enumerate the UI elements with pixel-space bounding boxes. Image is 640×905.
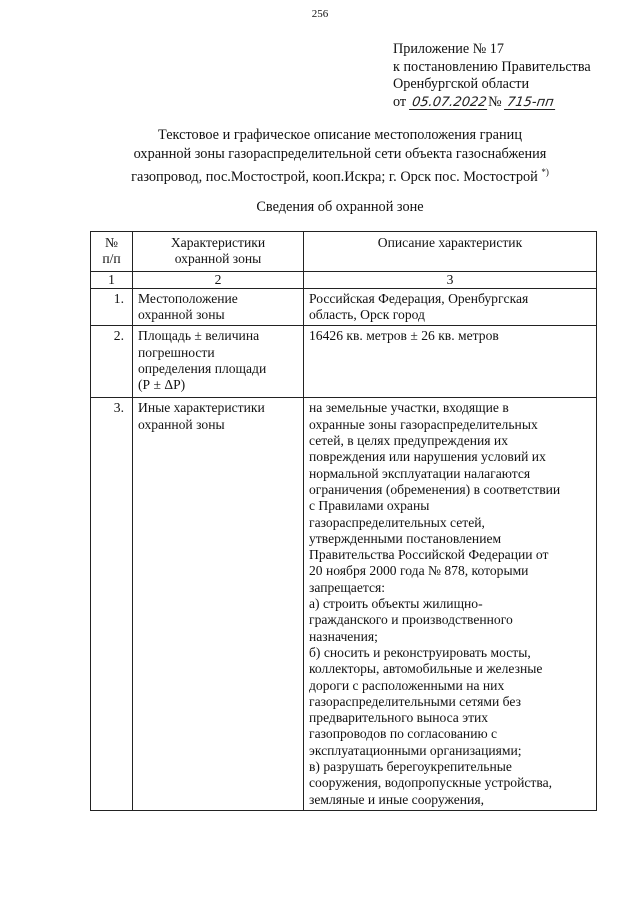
table-row xyxy=(91,326,597,398)
title-line-1: Текстовое и графическое описание местоположения границ xyxy=(158,127,522,143)
appendix-date: 05.07.2022 xyxy=(410,94,488,110)
index-cell: 1 xyxy=(91,271,133,288)
appendix-date-line xyxy=(393,94,591,112)
table-row xyxy=(91,398,597,810)
appendix-number: 715-пп xyxy=(506,94,555,110)
table-header-row xyxy=(91,232,597,272)
row-number: 1. xyxy=(91,288,133,326)
page-number: 256 xyxy=(311,8,329,20)
row-number: 3. xyxy=(91,398,133,810)
header-num: № п/п xyxy=(91,232,133,272)
row-characteristic: Площадь ± величина погрешности определения площади (Р ± ΔР) xyxy=(133,326,304,398)
appendix-block xyxy=(393,41,591,111)
row-description: Российская Федерация, Оренбургская область, Орск город xyxy=(304,288,597,326)
row-number: 2. xyxy=(91,326,133,398)
row-characteristic: Местоположение охранной зоны xyxy=(133,288,304,326)
zone-info-table xyxy=(90,231,597,811)
row-description: на земельные участки, входящие в охранные зоны газораспределительных сетей, в целях предупреждения их повреждения или нарушения условий их нормальной эксплуатации налагаются ограничения (обременения) в соответствии с Правилами охраны газораспределительных сетей, утвержденными постановлением Правительства Российской Федерации от 20 ноября 2000 года № 878, которыми запрещается: а) строить объекты жилищно- гражданского и производственного назначения; б) сносить и реконструировать мосты, коллекторы, автомобильные и железные дороги с расположенными на них газораспределительными сетями без предварительного выноса этих газопроводов по согласованию с эксплуатационными организациями; в) разрушать берегоукрепительные сооружения, водопропускные устройства, земляные и иные сооружения, xyxy=(304,398,597,810)
title-line-3 xyxy=(40,163,640,186)
title-line-2: охранной зоны газораспределительной сети объекта газоснабжения xyxy=(133,145,547,162)
header-characteristics: Характеристики охранной зоны xyxy=(133,232,304,272)
header-description: Описание характеристик xyxy=(304,232,597,272)
appendix-line-1: Приложение № 17 xyxy=(393,41,504,57)
appendix-date-prefix: от xyxy=(393,93,407,110)
document-title xyxy=(40,126,640,186)
footnote-mark: *) xyxy=(541,167,549,177)
appendix-number-sign: № xyxy=(488,93,502,110)
row-description: 16426 кв. метров ± 26 кв. метров xyxy=(304,326,597,398)
appendix-line-2: к постановлению Правительства xyxy=(393,58,591,75)
section-subtitle: Сведения об охранной зоне xyxy=(256,199,424,215)
title-line-3-text: газопровод, пос.Мостострой, кооп.Искра; г. Орск пос. Мостострой xyxy=(131,168,538,185)
appendix-line-3: Оренбургской области xyxy=(393,76,530,92)
table-row xyxy=(91,288,597,326)
index-cell: 3 xyxy=(304,271,597,288)
table-index-row xyxy=(91,271,597,288)
row-characteristic: Иные характеристики охранной зоны xyxy=(133,398,304,810)
index-cell: 2 xyxy=(133,271,304,288)
